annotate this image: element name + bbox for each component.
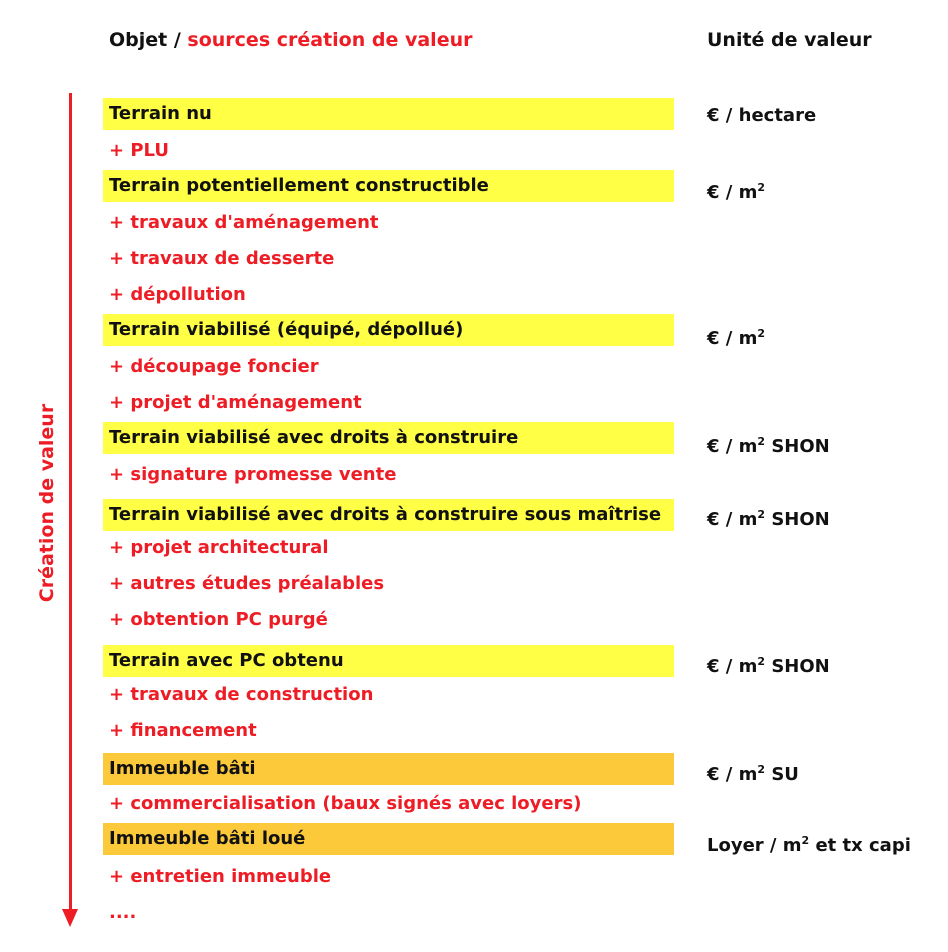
object-row-terrain-pc-obtenu: Terrain avec PC obtenu: [103, 645, 674, 677]
step-row-travaux-desserte: + travaux de desserte: [109, 248, 335, 269]
unit-euro-per-m2-shon: € / $m^2$ SHON: [707, 435, 830, 457]
step-row-travaux-construction: + travaux de construction: [109, 684, 374, 705]
step-row-plu: + PLU: [109, 140, 169, 161]
unit-euro-per-m2: € / $m^2$: [707, 181, 766, 203]
unit-euro-per-hectare: € / hectare: [707, 105, 817, 126]
step-row-projet-amenagement: + projet d'aménagement: [109, 392, 362, 413]
step-row-commercialisation: + commercialisation (baux signés avec loyers): [109, 793, 582, 814]
step-row-projet-architectural: + projet architectural: [109, 537, 329, 558]
header-object-label: Objet /: [109, 29, 188, 51]
column-header-object: [109, 29, 472, 51]
step-row-depollution: + dépollution: [109, 284, 246, 305]
value-creation-axis-label: Création de valeur: [36, 403, 58, 603]
step-row-financement: + financement: [109, 720, 257, 741]
unit-euro-per-m2: € / $m^2$: [707, 327, 766, 349]
step-row-entretien-immeuble: + entretien immeuble: [109, 866, 332, 887]
unit-euro-per-m2-shon: € / $m^2$ SHON: [707, 508, 830, 530]
object-row-immeuble-bati-loue: Immeuble bâti loué: [103, 823, 674, 855]
value-creation-arrow-line: [69, 93, 72, 915]
object-row-terrain-viabilise: Terrain viabilisé (équipé, dépollué): [103, 314, 674, 346]
object-row-terrain-nu: Terrain nu: [103, 98, 674, 130]
object-row-immeuble-bati: Immeuble bâti: [103, 753, 674, 785]
unit-euro-per-m2-su: € / $m^2$ SU: [707, 763, 799, 785]
step-row-ellipsis: ....: [109, 902, 137, 923]
column-header-unit: Unité de valeur: [707, 29, 872, 51]
step-row-autres-etudes-prealables: + autres études préalables: [109, 573, 385, 594]
header-sources-label: sources création de valeur: [187, 29, 473, 51]
object-row-terrain-potentiellement-constructible: Terrain potentiellement constructible: [103, 170, 674, 202]
step-row-signature-promesse-vente: + signature promesse vente: [109, 464, 397, 485]
step-row-decoupage-foncier: + découpage foncier: [109, 356, 319, 377]
unit-loyer-per-m2-tx-capi: Loyer / $m^2$ et tx capi: [707, 834, 911, 856]
object-row-terrain-droits-sous-maitrise: Terrain viabilisé avec droits à construire sous maîtrise: [103, 499, 674, 531]
step-row-obtention-pc-purge: + obtention PC purgé: [109, 609, 328, 630]
unit-euro-per-m2-shon: € / $m^2$ SHON: [707, 655, 830, 677]
object-row-terrain-droits-construire: Terrain viabilisé avec droits à construire: [103, 422, 674, 454]
arrow-down-icon: [62, 909, 78, 927]
step-row-travaux-amenagement: + travaux d'aménagement: [109, 212, 379, 233]
